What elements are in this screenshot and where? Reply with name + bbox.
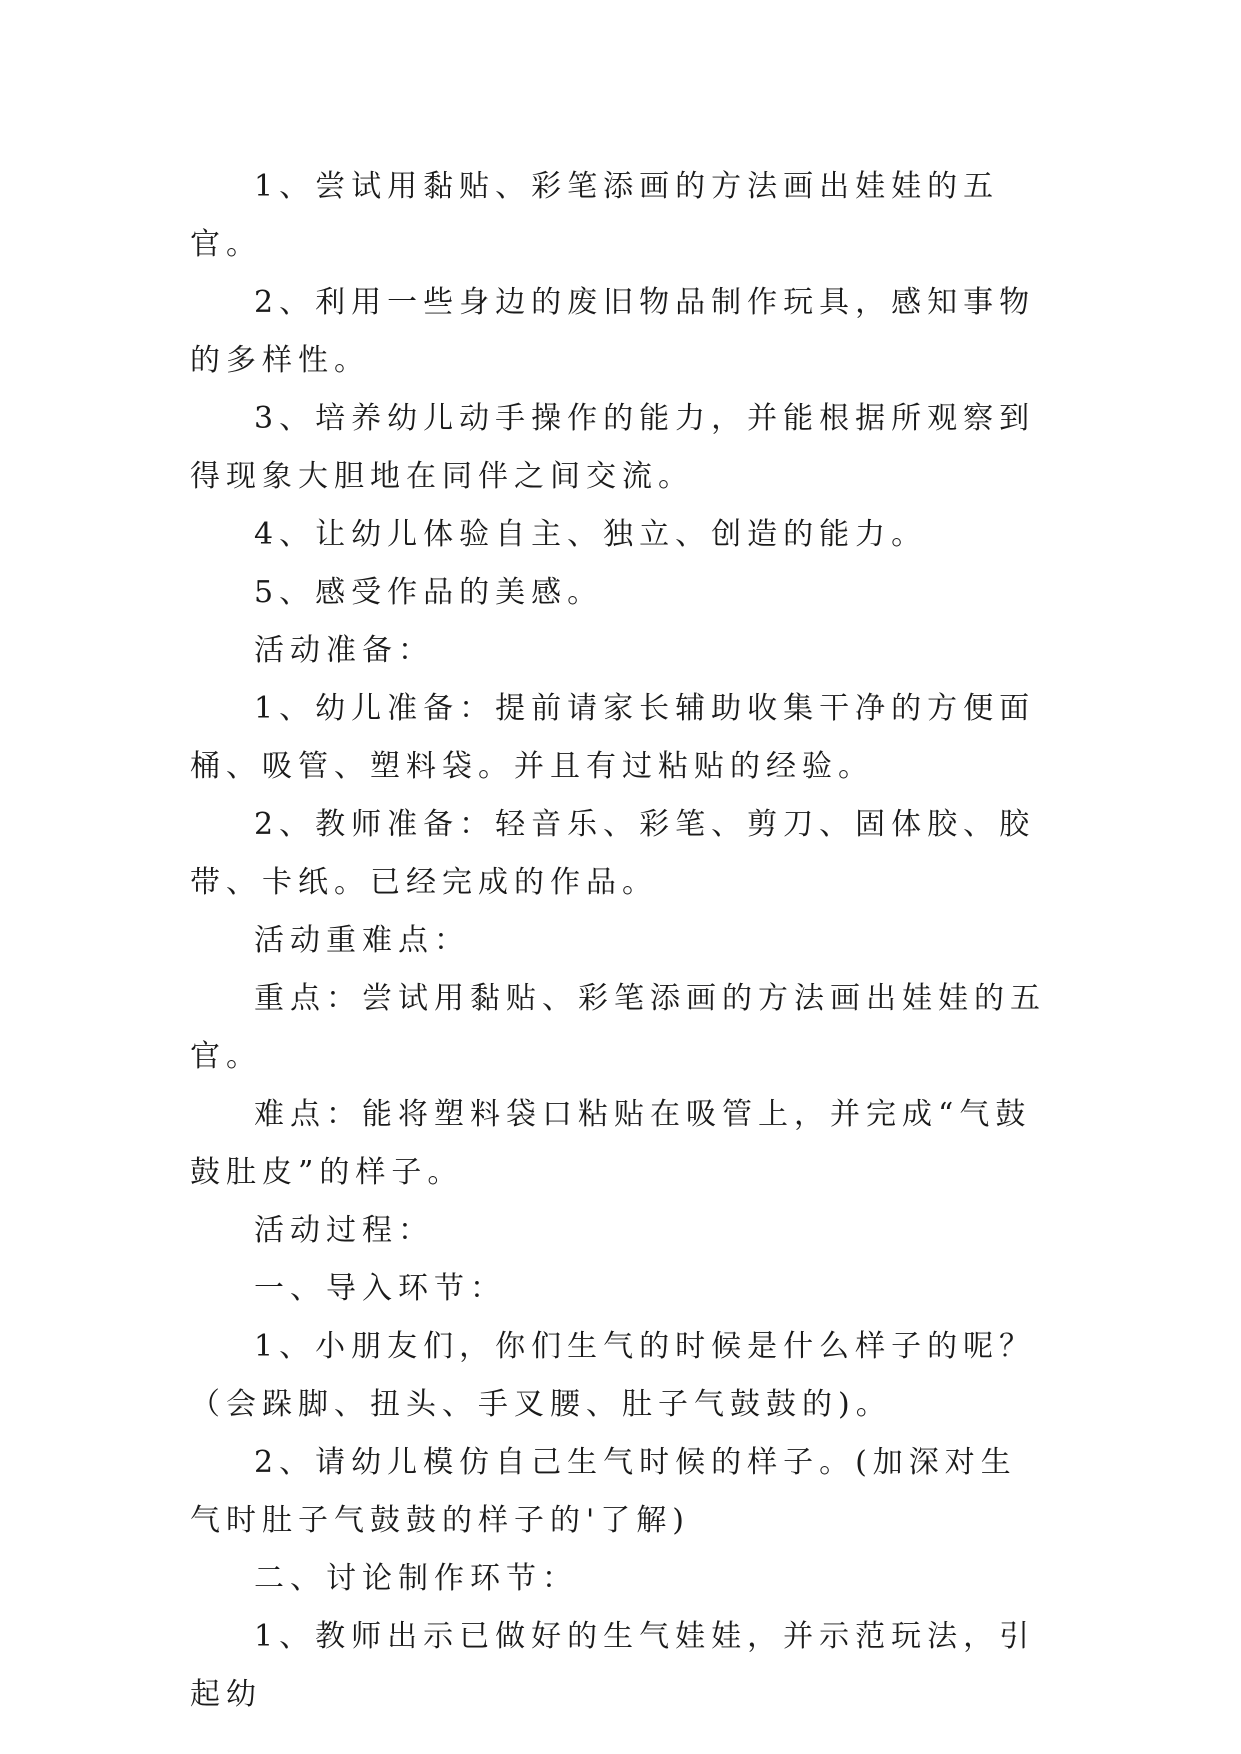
section-heading-preparation: 活动准备：: [254, 633, 434, 668]
paragraph-difficult-point: 难点：能将塑料袋口粘贴在吸管上，并完成“气鼓鼓肚皮”的样子。: [190, 1097, 1032, 1190]
section-heading-process: 活动过程：: [254, 1213, 434, 1248]
subheading-introduction: 一、导入环节：: [254, 1271, 506, 1306]
paragraph-goal-1: 1、尝试用黏贴、彩笔添画的方法画出娃娃的五官。: [190, 169, 1000, 262]
section-heading-key-points: 活动重难点：: [254, 923, 470, 958]
paragraph-goal-5: 5、感受作品的美感。: [254, 575, 604, 610]
subheading-discussion: 二、讨论制作环节：: [254, 1561, 578, 1596]
paragraph-discussion-demo: 1、教师出示已做好的生气娃娃，并示范玩法，引起幼: [190, 1619, 1036, 1712]
paragraph-child-preparation: 1、幼儿准备：提前请家长辅助收集干净的方便面桶、吸管、塑料袋。并且有过粘贴的经验。: [190, 691, 1036, 784]
paragraph-intro-imitation: 2、请幼儿模仿自己生气时候的样子。(加深对生气时肚子气鼓鼓的样子的'了解): [190, 1445, 1017, 1538]
paragraph-goal-4: 4、让幼儿体验自主、独立、创造的能力。: [254, 517, 928, 552]
paragraph-goal-2: 2、利用一些身边的废旧物品制作玩具，感知事物的多样性。: [190, 285, 1036, 378]
paragraph-goal-3: 3、培养幼儿动手操作的能力，并能根据所观察到得现象大胆地在同伴之间交流。: [190, 401, 1036, 494]
paragraph-teacher-preparation: 2、教师准备：轻音乐、彩笔、剪刀、固体胶、胶带、卡纸。已经完成的作品。: [190, 807, 1036, 900]
document-body: [190, 158, 1050, 1724]
paragraph-key-point: 重点：尝试用黏贴、彩笔添画的方法画出娃娃的五官。: [190, 981, 1046, 1074]
paragraph-intro-question: 1、小朋友们，你们生气的时候是什么样子的呢？（会跺脚、扭头、手叉腰、肚子气鼓鼓的)。: [190, 1329, 1036, 1422]
